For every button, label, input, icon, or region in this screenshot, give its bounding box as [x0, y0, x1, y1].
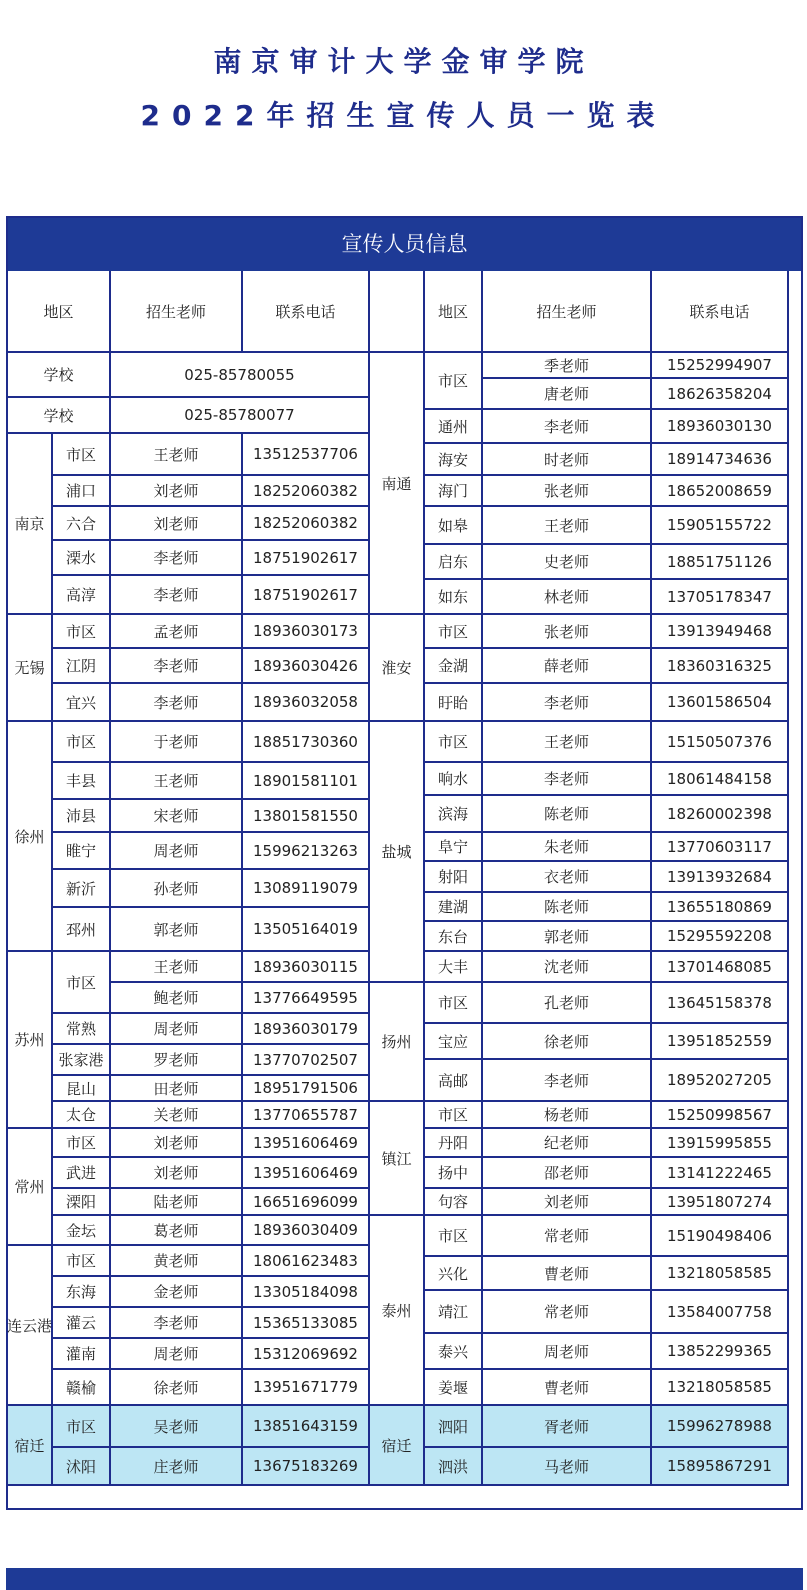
city-cell: 南京 [8, 434, 53, 615]
district-cell: 高淳 [53, 576, 111, 615]
district-cell: 武进 [53, 1158, 111, 1189]
phone-cell: 13218058585 [652, 1370, 789, 1406]
district-cell: 沛县 [53, 800, 111, 833]
district-cell: 张家港 [53, 1045, 111, 1076]
phone-cell: 13801581550 [243, 800, 370, 833]
district-cell: 灌南 [53, 1339, 111, 1370]
teacher-cell: 徐老师 [483, 1024, 652, 1060]
phone-cell: 13701468085 [652, 952, 789, 983]
city-cell: 宿迁 [8, 1406, 53, 1486]
teacher-cell: 庄老师 [111, 1448, 243, 1486]
teacher-cell: 李老师 [483, 410, 652, 444]
phone-cell: 13655180869 [652, 893, 789, 922]
phone-cell: 13089119079 [243, 870, 370, 908]
teacher-cell: 刘老师 [111, 476, 243, 507]
phone-cell: 18252060382 [243, 476, 370, 507]
teacher-cell: 鲍老师 [111, 983, 243, 1014]
phone-cell: 18360316325 [652, 649, 789, 684]
teacher-cell: 田老师 [111, 1076, 243, 1102]
phone-cell: 13951606469 [243, 1129, 370, 1158]
phone-cell: 15895867291 [652, 1448, 789, 1486]
teacher-cell: 常老师 [483, 1291, 652, 1334]
phone-cell: 18936030426 [243, 649, 370, 684]
phone-cell: 18936030173 [243, 615, 370, 649]
teacher-cell: 金老师 [111, 1277, 243, 1308]
teacher-cell: 曹老师 [483, 1370, 652, 1406]
teacher-cell: 薛老师 [483, 649, 652, 684]
phone-cell: 13675183269 [243, 1448, 370, 1486]
teacher-cell: 衣老师 [483, 862, 652, 893]
teacher-cell: 邵老师 [483, 1158, 652, 1189]
phone-cell: 13951606469 [243, 1158, 370, 1189]
teacher-cell: 李老师 [483, 1060, 652, 1102]
phone-cell: 18951791506 [243, 1076, 370, 1102]
school-phone: 025-85780055 [111, 353, 370, 398]
phone-cell: 13770655787 [243, 1102, 370, 1129]
district-cell: 邳州 [53, 908, 111, 952]
teacher-cell: 刘老师 [111, 507, 243, 541]
phone-cell: 18061623483 [243, 1246, 370, 1277]
phone-cell: 15190498406 [652, 1216, 789, 1257]
district-cell: 滨海 [425, 796, 483, 833]
district-cell: 海门 [425, 476, 483, 507]
district-cell: 泗阳 [425, 1406, 483, 1448]
district-cell: 市区 [425, 353, 483, 410]
district-cell: 宝应 [425, 1024, 483, 1060]
phone-cell: 13951671779 [243, 1370, 370, 1406]
teacher-cell: 李老师 [111, 649, 243, 684]
district-cell: 启东 [425, 545, 483, 580]
phone-cell: 18061484158 [652, 763, 789, 796]
city-cell: 连云港 [8, 1246, 53, 1406]
table-banner: 宣传人员信息 [8, 218, 801, 271]
district-cell: 建湖 [425, 893, 483, 922]
district-cell: 海安 [425, 444, 483, 476]
phone-cell: 15250998567 [652, 1102, 789, 1129]
teacher-cell: 李老师 [483, 684, 652, 722]
page-subtitle: 2022年招生宣传人员一览表 [140, 99, 667, 132]
phone-cell: 18952027205 [652, 1060, 789, 1102]
district-cell: 泗洪 [425, 1448, 483, 1486]
teacher-cell: 陆老师 [111, 1189, 243, 1216]
teacher-cell: 周老师 [111, 833, 243, 870]
teacher-cell: 罗老师 [111, 1045, 243, 1076]
district-cell: 泰兴 [425, 1334, 483, 1370]
phone-cell: 13770702507 [243, 1045, 370, 1076]
district-cell: 昆山 [53, 1076, 111, 1102]
city-cell: 镇江 [370, 1102, 425, 1216]
district-cell: 通州 [425, 410, 483, 444]
district-cell: 如皋 [425, 507, 483, 545]
school-label: 学校 [8, 398, 111, 434]
teacher-cell: 史老师 [483, 545, 652, 580]
phone-cell: 13705178347 [652, 580, 789, 615]
district-cell: 姜堰 [425, 1370, 483, 1406]
phone-cell: 18252060382 [243, 507, 370, 541]
district-cell: 市区 [53, 722, 111, 763]
district-cell: 射阳 [425, 862, 483, 893]
phone-cell: 18751902617 [243, 541, 370, 576]
district-cell: 市区 [53, 1129, 111, 1158]
district-cell: 浦口 [53, 476, 111, 507]
teacher-cell: 刘老师 [111, 1129, 243, 1158]
teacher-cell: 李老师 [111, 541, 243, 576]
teacher-cell: 陈老师 [483, 893, 652, 922]
phone-cell: 13915995855 [652, 1129, 789, 1158]
district-cell: 大丰 [425, 952, 483, 983]
teacher-cell: 徐老师 [111, 1370, 243, 1406]
teacher-cell: 曹老师 [483, 1257, 652, 1291]
teacher-cell: 吴老师 [111, 1406, 243, 1448]
phone-cell: 15996213263 [243, 833, 370, 870]
district-cell: 句容 [425, 1189, 483, 1216]
teacher-cell: 马老师 [483, 1448, 652, 1486]
teacher-cell: 孟老师 [111, 615, 243, 649]
city-cell: 无锡 [8, 615, 53, 722]
district-cell: 常熟 [53, 1014, 111, 1045]
teacher-cell: 王老师 [111, 434, 243, 476]
bottom-bar [6, 1568, 803, 1590]
phone-cell: 18936030409 [243, 1216, 370, 1246]
teacher-cell: 黄老师 [111, 1246, 243, 1277]
district-cell: 金坛 [53, 1216, 111, 1246]
phone-cell: 13218058585 [652, 1257, 789, 1291]
header-teacher: 招生老师 [111, 271, 243, 353]
phone-cell: 13851643159 [243, 1406, 370, 1448]
header-blank [370, 271, 425, 353]
district-cell: 东台 [425, 922, 483, 952]
teacher-cell: 林老师 [483, 580, 652, 615]
teacher-cell: 常老师 [483, 1216, 652, 1257]
district-cell: 高邮 [425, 1060, 483, 1102]
phone-cell: 18751902617 [243, 576, 370, 615]
phone-cell: 15996278988 [652, 1406, 789, 1448]
district-cell: 市区 [425, 1102, 483, 1129]
district-cell: 市区 [53, 615, 111, 649]
teacher-cell: 周老师 [483, 1334, 652, 1370]
district-cell: 赣榆 [53, 1370, 111, 1406]
phone-cell: 13852299365 [652, 1334, 789, 1370]
phone-cell: 13141222465 [652, 1158, 789, 1189]
phone-cell: 18936030130 [652, 410, 789, 444]
header-teacher: 招生老师 [483, 271, 652, 353]
teacher-cell: 李老师 [483, 763, 652, 796]
page-title: 南京审计大学金审学院 [213, 45, 594, 78]
phone-cell: 18851730360 [243, 722, 370, 763]
district-cell: 溧水 [53, 541, 111, 576]
district-cell: 市区 [53, 1246, 111, 1277]
district-cell: 市区 [425, 1216, 483, 1257]
district-cell: 市区 [53, 952, 111, 1014]
teacher-cell: 胥老师 [483, 1406, 652, 1448]
teacher-cell: 王老师 [111, 763, 243, 800]
teacher-cell: 李老师 [111, 684, 243, 722]
city-cell: 扬州 [370, 983, 425, 1102]
phone-cell: 13512537706 [243, 434, 370, 476]
header-phone: 联系电话 [243, 271, 370, 353]
city-cell: 常州 [8, 1129, 53, 1246]
school-label: 学校 [8, 353, 111, 398]
teacher-cell: 纪老师 [483, 1129, 652, 1158]
phone-cell: 13601586504 [652, 684, 789, 722]
city-cell: 淮安 [370, 615, 425, 722]
phone-cell: 15295592208 [652, 922, 789, 952]
district-cell: 东海 [53, 1277, 111, 1308]
teacher-cell: 孔老师 [483, 983, 652, 1024]
teacher-cell: 季老师 [483, 353, 652, 379]
district-cell: 睢宁 [53, 833, 111, 870]
teacher-cell: 陈老师 [483, 796, 652, 833]
teacher-cell: 朱老师 [483, 833, 652, 862]
phone-cell: 18936030115 [243, 952, 370, 983]
city-cell: 徐州 [8, 722, 53, 952]
district-cell: 新沂 [53, 870, 111, 908]
phone-cell: 13584007758 [652, 1291, 789, 1334]
teacher-cell: 关老师 [111, 1102, 243, 1129]
teacher-cell: 王老师 [111, 952, 243, 983]
teacher-cell: 王老师 [483, 507, 652, 545]
teacher-cell: 周老师 [111, 1339, 243, 1370]
phone-cell: 13505164019 [243, 908, 370, 952]
teacher-cell: 杨老师 [483, 1102, 652, 1129]
teacher-cell: 沈老师 [483, 952, 652, 983]
district-cell: 靖江 [425, 1291, 483, 1334]
district-cell: 市区 [425, 983, 483, 1024]
district-cell: 丰县 [53, 763, 111, 800]
phone-cell: 13645158378 [652, 983, 789, 1024]
district-cell: 江阴 [53, 649, 111, 684]
district-cell: 金湖 [425, 649, 483, 684]
teacher-cell: 葛老师 [111, 1216, 243, 1246]
district-cell: 扬中 [425, 1158, 483, 1189]
teacher-cell: 孙老师 [111, 870, 243, 908]
district-cell: 太仓 [53, 1102, 111, 1129]
district-cell: 市区 [53, 434, 111, 476]
phone-cell: 13951807274 [652, 1189, 789, 1216]
teacher-cell: 唐老师 [483, 379, 652, 410]
city-cell: 苏州 [8, 952, 53, 1129]
header-phone: 联系电话 [652, 271, 789, 353]
district-cell: 溧阳 [53, 1189, 111, 1216]
phone-cell: 18936032058 [243, 684, 370, 722]
teacher-cell: 郭老师 [111, 908, 243, 952]
city-cell: 泰州 [370, 1216, 425, 1406]
phone-cell: 18901581101 [243, 763, 370, 800]
district-cell: 沭阳 [53, 1448, 111, 1486]
city-cell: 盐城 [370, 722, 425, 983]
phone-cell: 15312069692 [243, 1339, 370, 1370]
district-cell: 响水 [425, 763, 483, 796]
city-cell: 南通 [370, 353, 425, 615]
district-cell: 灌云 [53, 1308, 111, 1339]
phone-cell: 18851751126 [652, 545, 789, 580]
district-cell: 市区 [53, 1406, 111, 1448]
phone-cell: 13305184098 [243, 1277, 370, 1308]
phone-cell: 13951852559 [652, 1024, 789, 1060]
district-cell: 阜宁 [425, 833, 483, 862]
phone-cell: 18914734636 [652, 444, 789, 476]
teacher-cell: 时老师 [483, 444, 652, 476]
phone-cell: 18936030179 [243, 1014, 370, 1045]
district-cell: 六合 [53, 507, 111, 541]
header-region: 地区 [425, 271, 483, 353]
teacher-cell: 李老师 [111, 1308, 243, 1339]
district-cell: 市区 [425, 615, 483, 649]
phone-cell: 18652008659 [652, 476, 789, 507]
phone-cell: 13770603117 [652, 833, 789, 862]
teacher-cell: 王老师 [483, 722, 652, 763]
district-cell: 丹阳 [425, 1129, 483, 1158]
district-cell: 宜兴 [53, 684, 111, 722]
district-cell: 如东 [425, 580, 483, 615]
school-phone: 025-85780077 [111, 398, 370, 434]
teacher-cell: 周老师 [111, 1014, 243, 1045]
district-cell: 盱眙 [425, 684, 483, 722]
teacher-cell: 张老师 [483, 476, 652, 507]
district-cell: 兴化 [425, 1257, 483, 1291]
phone-cell: 18260002398 [652, 796, 789, 833]
phone-cell: 13913949468 [652, 615, 789, 649]
teacher-cell: 郭老师 [483, 922, 652, 952]
teacher-cell: 刘老师 [111, 1158, 243, 1189]
phone-cell: 15150507376 [652, 722, 789, 763]
phone-cell: 18626358204 [652, 379, 789, 410]
district-cell: 市区 [425, 722, 483, 763]
phone-cell: 15905155722 [652, 507, 789, 545]
phone-cell: 13913932684 [652, 862, 789, 893]
phone-cell: 15252994907 [652, 353, 789, 379]
teacher-cell: 于老师 [111, 722, 243, 763]
teacher-cell: 宋老师 [111, 800, 243, 833]
teacher-cell: 张老师 [483, 615, 652, 649]
city-cell: 宿迁 [370, 1406, 425, 1486]
header-region: 地区 [8, 271, 111, 353]
phone-cell: 16651696099 [243, 1189, 370, 1216]
teacher-cell: 刘老师 [483, 1189, 652, 1216]
phone-cell: 15365133085 [243, 1308, 370, 1339]
phone-cell: 13776649595 [243, 983, 370, 1014]
teacher-cell: 李老师 [111, 576, 243, 615]
